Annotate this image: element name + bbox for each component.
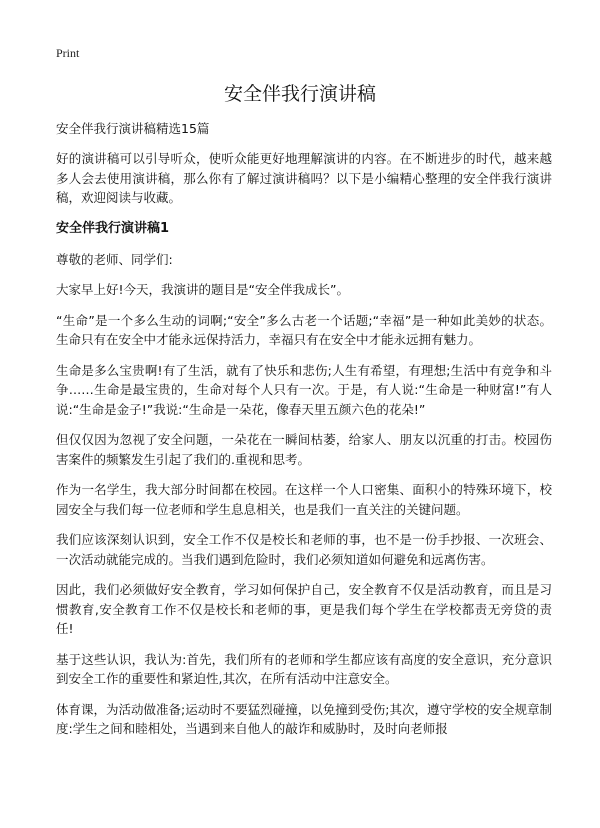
body-paragraph: 因此，我们必须做好安全教育，学习如何保护自己，安全教育不仅是活动教育，而且是习惯教育,安全教育工作不仅是校长和老师的事，更是我们每个学生在学校都责无旁贷的责任! xyxy=(56,582,552,636)
body-paragraph: 但仅仅因为忽视了安全问题，一朵花在一瞬间枯萎，给家人、朋友以沉重的打击。校园伤害案件的频繁发生引起了我们的.重视和思考。 xyxy=(56,432,552,467)
section-heading: 安全伴我行演讲稿1 xyxy=(56,220,170,236)
body-paragraph: 我们应该深刻认识到，安全工作不仅是校长和老师的事，也不是一份手抄报、一次班会、一次活动就能完成的。当我们遇到危险时，我们必须知道如何避免和远离伤害。 xyxy=(56,532,552,567)
body-paragraph-greeting: 尊敬的老师、同学们: xyxy=(56,251,173,267)
body-paragraph: 基于这些认识，我认为:首先，我们所有的老师和学生都应该有高度的安全意识，充分意识到安全工作的重要性和紧迫性,其次，在所有活动中注意安全。 xyxy=(56,651,552,686)
body-paragraph: 作为一名学生，我大部分时间都在校园。在这样一个人口密集、面积小的特殊环境下，校园安全与我们每一位老师和学生息息相关，也是我们一直关注的关键问题。 xyxy=(56,482,552,517)
body-paragraph: 体育课，为活动做准备;运动时不要猛烈碰撞，以免撞到受伤;其次，遵守学校的安全规章制度:学生之间和睦相处，当遇到来自他人的敲诈和威胁时，及时向老师报 xyxy=(56,701,552,736)
body-paragraph: “生命”是一个多么生动的词啊;“安全”多么古老一个话题;“幸福”是一种如此美妙的状态。生命只有在安全中才能永远保持活力，幸福只有在安全中才能永远拥有魅力。 xyxy=(56,312,552,347)
print-label: Print xyxy=(56,46,80,60)
intro-paragraph: 好的演讲稿可以引导听众，使听众能更好地理解演讲的内容。在不断进步的时代，越来越多人会去使用演讲稿，那么你有了解过演讲稿吗？以下是小编精心整理的安全伴我行演讲稿，欢迎阅读与收藏。 xyxy=(56,151,552,205)
document-subtitle: 安全伴我行演讲稿精选15篇 xyxy=(56,121,210,136)
body-paragraph: 生命是多么宝贵啊!有了生活，就有了快乐和悲伤;人生有希望，有理想;生活中有竞争和斗争……生命是最宝贵的，生命对每个人只有一次。于是，有人说:“生命是一种财富!”有人说:“生命是金子!”我说:“生命是一朵花，像春天里五颜六色的花朵!” xyxy=(56,362,552,417)
body-paragraph: 大家早上好!今天，我演讲的题目是“安全伴我成长”。 xyxy=(56,282,349,297)
document-title: 安全伴我行演讲稿 xyxy=(223,83,376,105)
document-body xyxy=(56,149,552,750)
